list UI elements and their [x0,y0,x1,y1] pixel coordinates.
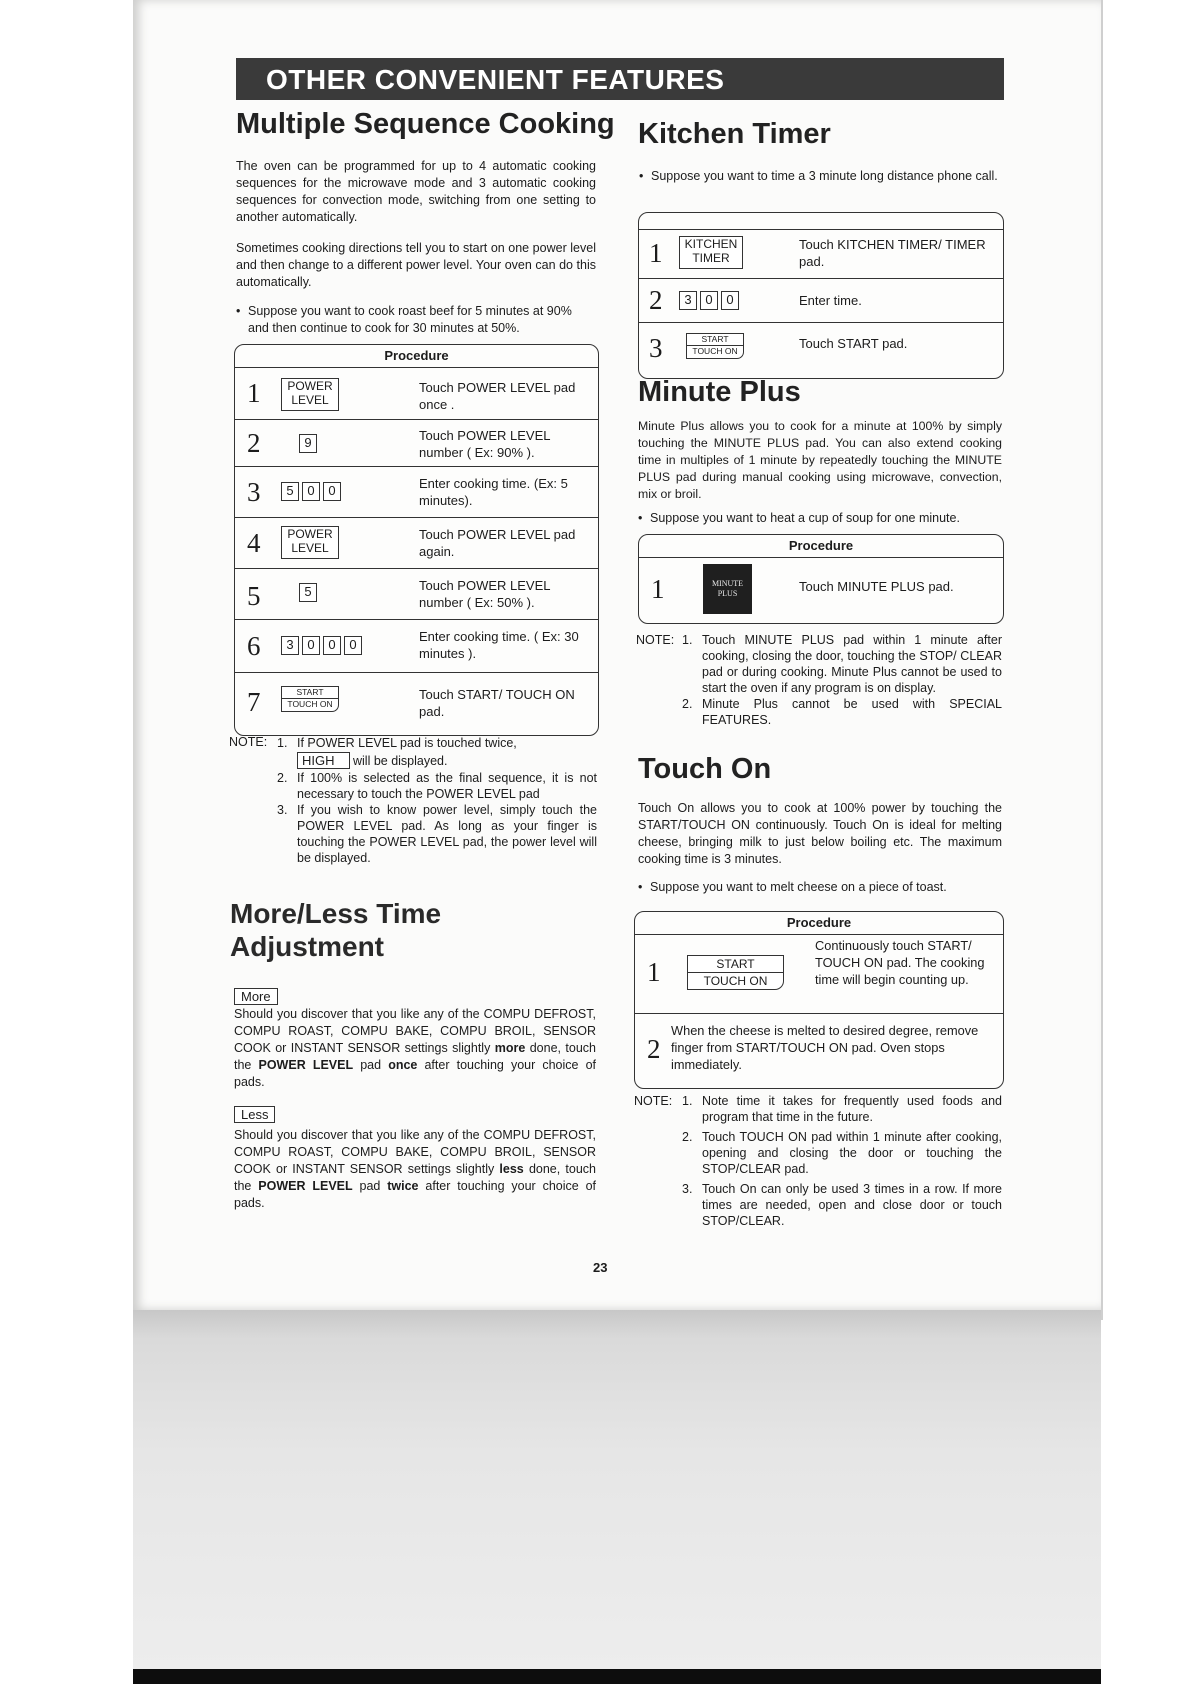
bullet-mark: • [639,169,644,183]
note-number: 1. [682,633,693,647]
kt-example-text: Suppose you want to time a 3 minute long distance phone call. [651,169,998,183]
note-number: 1. [682,1094,693,1108]
step-number: 3 [649,333,663,363]
to-paragraph: Touch On allows you to cook at 100% power by touching the START/TOUCH ON continuously. Touch On is ideal for melting cheese, bringing milk to just below boiling etc. The maximum cooking time is 3 minutes. [638,801,1002,866]
msc-example-text: Suppose you want to cook roast beef for 5 minutes at 90% and then continue to cook for 30 minutes at 50%. [248,304,572,335]
to-example-bullet [638,879,1002,896]
key-label-line1: START [687,334,743,346]
page-number: 23 [593,1260,608,1275]
procedure-step [635,935,1003,1014]
digit-key: 9 [299,434,317,453]
kt-procedure-table [638,212,1004,379]
minute-plus-key [703,564,752,614]
more-less-heading-line1: More/Less Time [230,898,442,929]
note-number: 3. [682,1182,693,1196]
step-description: Touch MINUTE PLUS pad. [799,579,954,594]
more-text-end: after touching your choice of pads. [234,1058,597,1089]
procedure-step [235,518,598,569]
digit-key: 0 [302,636,320,655]
bullet-mark: • [638,511,643,525]
digit-key: 5 [281,482,299,501]
key-label-line1: START [688,956,783,973]
step-description: Touch POWER LEVEL pad once . [419,380,576,412]
note-text: If 100% is selected as the final sequence, it is not necessary to touch the POWER LEVEL pad [297,771,597,801]
msc-example-bullet [236,303,596,337]
scan-background-left [0,0,133,1684]
procedure-header: Procedure [635,912,1003,935]
note-text: Touch TOUCH ON pad within 1 minute after cooking, opening and closing the door or touching the STOP/CLEAR pad. [702,1130,1002,1176]
less-text: Should you discover that you like any of the COMPU DEFROST, COMPU ROAST, COMPU BAKE, COMPU BROIL, SENSOR COOK or INSTANT SENSOR settings slightly [234,1128,596,1176]
digit-key: 0 [323,636,341,655]
digit-key: 0 [344,636,362,655]
digit-keys [281,636,362,655]
procedure-step [235,620,598,673]
step-description: Enter time. [799,293,862,308]
procedure-step [235,467,598,518]
note-label: NOTE: [636,633,675,647]
step-description: When the cheese is melted to desired degree, remove finger from START/TOUCH ON pad. Oven stops immediately. [671,1023,979,1072]
note-list [277,734,597,866]
mp-paragraph: Minute Plus allows you to cook for a minute at 100% by simply touching the MINUTE PLUS pad. You can also extend cooking time in multiples of 1 minute by repeatedly touching the MINUTE PLUS pad during manual cooking using microwave, convection, mix or broil. [638,419,1002,501]
procedure-header: Procedure [235,345,598,368]
msc-notes [229,734,597,866]
less-tag: Less [234,1106,275,1123]
note-label: NOTE: [229,735,268,749]
less-paragraph [234,1127,596,1212]
mp-example-bullet [638,510,1002,527]
scanner-border [133,1669,1101,1684]
touch-on-heading: Touch On [638,753,772,785]
key-label-line1: KITCHEN [684,237,738,251]
mp-notes [636,632,1002,728]
key-label-line1: MINUTE [711,579,744,588]
step-description: Touch START pad. [799,336,908,351]
high-display-tag: HIGH [297,752,350,769]
note-number: 3. [277,803,288,817]
minute-plus-heading: Minute Plus [638,376,801,408]
msc-procedure-table [234,344,599,736]
key-label-line1: START [282,687,338,699]
note-item [682,632,1002,696]
more-emphasis: more [494,1041,526,1055]
step-number: 5 [247,581,261,611]
bullet-mark: • [638,880,643,894]
scan-background-right [1103,0,1191,1684]
procedure-step [235,420,598,467]
digit-key: 3 [281,636,299,655]
key-label-line2: TIMER [692,251,730,265]
procedure-step [639,230,1003,279]
note-list [682,632,1002,728]
step-description: Touch KITCHEN TIMER/ TIMER pad. [799,237,986,269]
step-description: Enter cooking time. ( Ex: 30 minutes ). [419,629,579,661]
start-touch-on-key [281,686,339,712]
step-description: Touch START/ TOUCH ON pad. [419,687,575,719]
procedure-step [639,323,1003,375]
step-number: 1 [651,574,665,604]
note-item [277,734,597,770]
mp-procedure-table [638,534,1004,624]
twice-emphasis: twice [387,1179,419,1193]
kt-example-bullet [639,168,1003,185]
note-item [682,1129,1002,1177]
digit-key: 0 [302,482,320,501]
step-description: Enter cooking time. (Ex: 5 minutes). [419,476,568,508]
key-label-line2: LEVEL [291,541,329,555]
bullet-mark: • [236,304,241,318]
key-label-line2: LEVEL [291,393,329,407]
note-label: NOTE: [634,1094,673,1108]
power-level-key [281,526,339,559]
procedure-step [235,368,598,420]
more-tag: More [234,988,278,1005]
procedure-step [639,279,1003,323]
once-emphasis: once [388,1058,418,1072]
to-example-text: Suppose you want to melt cheese on a piece of toast. [650,880,947,894]
digit-keys [679,291,739,310]
kitchen-timer-key [679,236,743,269]
less-text-mid: done, touch the [234,1162,596,1193]
note-list [682,1093,1002,1229]
start-touch-on-key [687,955,784,990]
note-text: will be displayed. [352,754,448,768]
msc-second-paragraph: Sometimes cooking directions tell you to start on one power level and then change to a different power level. Your oven can do this automatically. [236,241,596,289]
digit-key: 5 [299,583,317,602]
more-less-heading-line2: Adjustment [230,931,384,962]
note-text: If you wish to know power level, simply touch the POWER LEVEL pad. As long as your finger is touching the POWER LEVEL pad, the power level will be displayed. [297,803,597,865]
step-description: Continuously touch START/ TOUCH ON pad. The cooking time will begin counting up. [815,938,985,987]
power-level-emphasis: POWER LEVEL [258,1179,353,1193]
step-number: 2 [649,285,663,315]
key-label-line1: POWER [287,379,333,393]
note-item [682,1093,1002,1125]
key-label-line2: TOUCH ON [703,974,768,988]
procedure-step [635,1014,1003,1086]
step-description: Touch POWER LEVEL pad again. [419,527,576,559]
note-item [277,802,597,866]
note-number: 2. [682,1130,693,1144]
note-item [682,696,1002,728]
to-procedure-table [634,911,1004,1089]
step-number: 2 [247,428,261,458]
step-number: 6 [247,631,261,661]
section-banner [236,58,1004,100]
digit-key: 0 [700,291,718,310]
procedure-header: Procedure [639,535,1003,558]
key-label-line2: TOUCH ON [287,699,333,709]
power-level-key [281,378,339,411]
digit-keys [299,583,317,602]
digit-key: 0 [721,291,739,310]
note-text: Touch On can only be used 3 times in a row. If more times are needed, open and close door or touch STOP/CLEAR. [702,1182,1002,1228]
scanner-bed [133,1310,1101,1669]
procedure-step [235,673,598,736]
step-description: Touch POWER LEVEL number ( Ex: 90% ). [419,428,551,460]
more-text-pad: pad [360,1058,382,1072]
less-text-end: after touching your choice of pads. [234,1179,596,1210]
note-text: Touch MINUTE PLUS pad within 1 minute after cooking, closing the door, touching the STOP/ CLEAR pad or during cooking. Minute Plus cannot be used to start the oven if any program is on display. [702,633,1002,695]
note-item [682,1181,1002,1229]
digit-keys [281,482,341,501]
kitchen-timer-heading: Kitchen Timer [638,118,831,150]
more-text: Should you discover that you like any of the COMPU DEFROST, COMPU ROAST, COMPU BAKE, COMPU BROIL, SENSOR COOK or INSTANT SENSOR settings slightly [234,1007,596,1055]
banner-title: OTHER CONVENIENT FEATURES [266,64,725,95]
step-number: 1 [247,378,261,408]
note-item [277,770,597,802]
more-paragraph [234,1006,596,1091]
key-label-line1: POWER [287,527,333,541]
key-label-line2: PLUS [717,589,738,598]
procedure-step [639,558,1003,622]
procedure-header-blank [639,213,1003,230]
note-text: Note time it takes for frequently used foods and program that time in the future. [702,1094,1002,1124]
digit-key: 3 [679,291,697,310]
more-text-mid: done, touch the [234,1041,596,1072]
note-number: 2. [682,697,693,711]
less-text-pad: pad [359,1179,381,1193]
multiple-sequence-cooking-heading: Multiple Sequence Cooking [236,108,615,140]
mp-example-text: Suppose you want to heat a cup of soup for one minute. [650,511,960,525]
procedure-step [235,569,598,620]
digit-key: 0 [323,482,341,501]
note-number: 1. [277,736,288,750]
note-number: 2. [277,771,288,785]
to-notes [634,1093,1002,1229]
step-number: 2 [647,1034,661,1064]
digit-keys [299,434,317,453]
power-level-emphasis: POWER LEVEL [258,1058,354,1072]
less-emphasis: less [499,1162,524,1176]
note-text: Minute Plus cannot be used with SPECIAL FEATURES. [702,697,1002,727]
key-label-line2: TOUCH ON [692,346,738,356]
step-number: 7 [247,687,261,717]
step-number: 4 [247,528,261,558]
step-number: 1 [649,238,663,268]
msc-intro-paragraph: The oven can be programmed for up to 4 automatic cooking sequences for the microwave mode and 3 automatic cooking sequences for convection mode, switching from one setting to another automatically. [236,159,596,224]
step-number: 1 [647,957,661,987]
step-description: Touch POWER LEVEL number ( Ex: 50% ). [419,578,551,610]
start-touch-on-key [686,333,744,359]
note-text: If POWER LEVEL pad is touched twice, [297,736,517,750]
step-number: 3 [247,477,261,507]
